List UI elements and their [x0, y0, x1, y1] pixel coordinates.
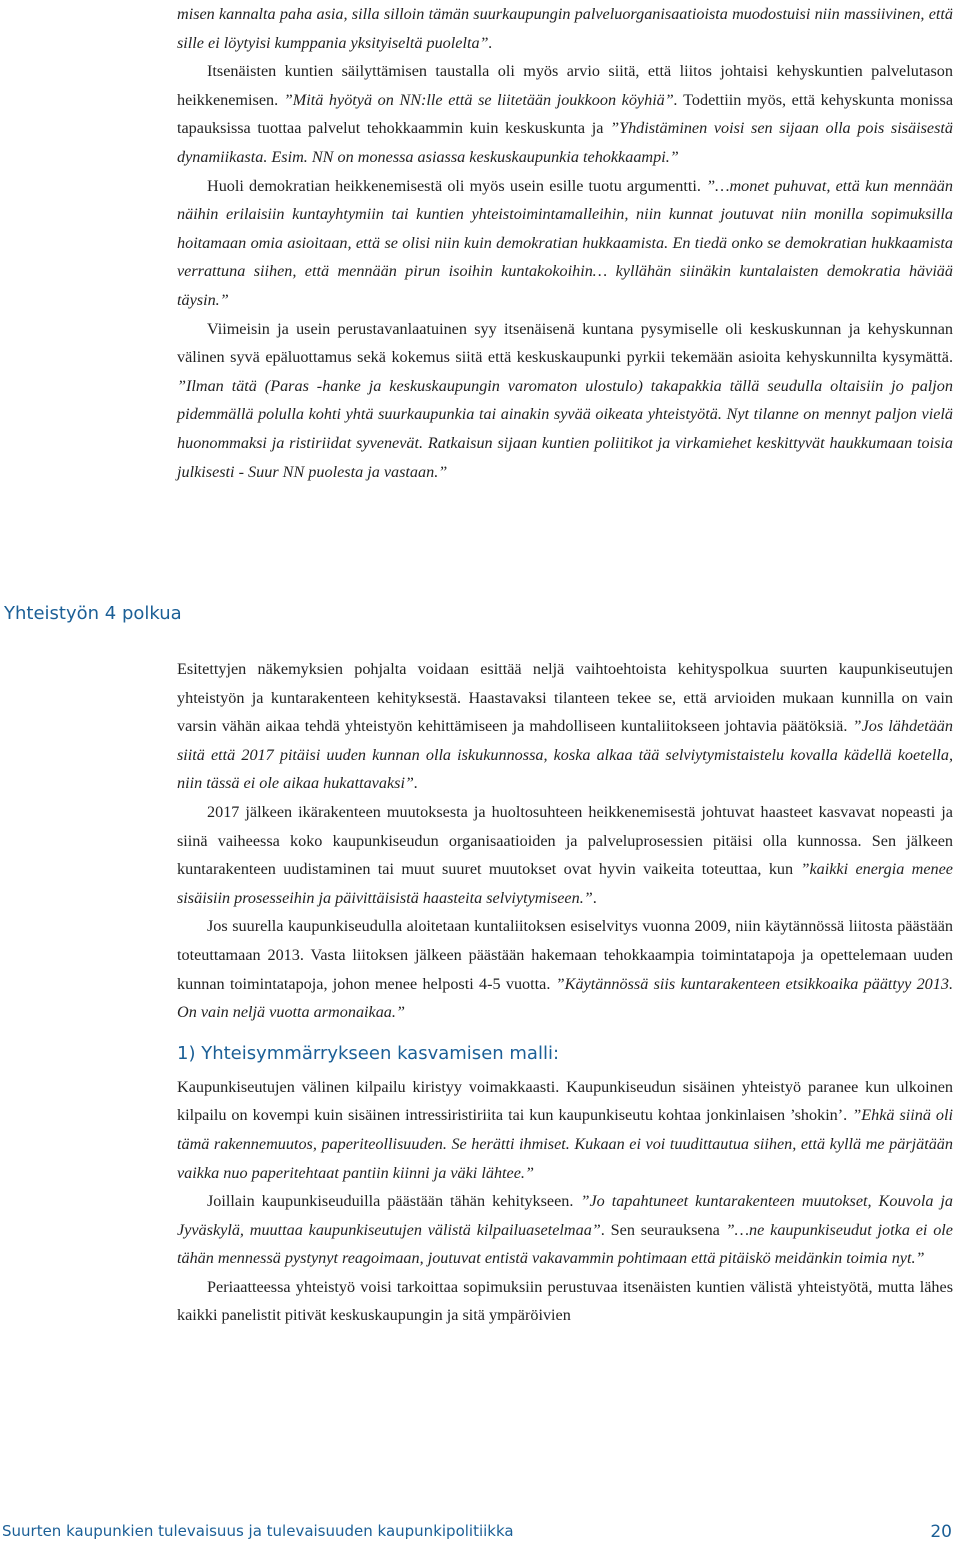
paragraph — [177, 655, 953, 798]
quote-text: ”Käytännössä siis kuntarakenteen etsikkoaika päättyy 2013. On vain neljä vuotta armonaikaa.” — [177, 974, 953, 1022]
paragraph — [177, 1273, 953, 1330]
quote-text: ”…ne kaupunkiseudut jotka ei ole tähän mennessä pystynyt reagoimaan, joutuvat entistä vakavammin pohtimaan että pitäiskö meidänkin toimia nyt.” — [177, 1220, 953, 1268]
subheading: 1) Yhteisymmärrykseen kasvamisen malli: — [177, 1042, 560, 1064]
quote-text: ”Ehkä siinä oli tämä rakennemuutos, paperiteollisuuden. Se herätti ihmiset. Kukaan ei voi tuudittautua siihen, että kyllä me pärjätään vaikka nuo paperitehtaat pantiin kiinni ja väki lähtee.” — [177, 1106, 953, 1182]
body-text: Jos suurella kaupunkiseudulla aloitetaan kuntaliitoksen esiselvitys vuonna 2009, niin käytännössä liitosta päästään toteuttamaan 2013. Vasta liitoksen jälkeen päästään hakemaan tehokkaampia toimintatapoja ja opettelemaan uuden kunnan toimintatapoja, johon menee helposti 4-5 vuotta. — [177, 917, 953, 993]
quote-text: ”…monet puhuvat, että kun mennään näihin erilaisiin kuntayhtymiin tai kuntien yhteistoimintamalleihin, niin kunnat joutuvat niin monilla sopimuksilla hoitamaan omia asioitaan, että se olisi niin kuin demokratian hukkaamista. En tiedä onko se demokratian hukkaamista verrattuna siihen, että mennään pirun isoihin kuntakokoihin… kyllähän siinäkin kuntalaisten demokratia häviää täysin.” — [177, 176, 953, 309]
paragraph — [177, 1187, 953, 1273]
body-text: . Sen seurauksena — [600, 1220, 726, 1239]
section-heading: Yhteistyön 4 polkua — [4, 603, 182, 624]
paragraph — [177, 172, 953, 315]
paragraph — [177, 315, 953, 487]
paragraph — [177, 57, 953, 171]
section-paragraphs — [177, 655, 953, 1027]
body-text: 2017 jälkeen ikärakenteen muutoksesta ja huoltosuhteen heikkenemisestä johtuvat haasteet kasvavat nopeasti ja siinä vaiheessa koko kaupunkiseudun organisaatioiden ja palveluprosessien pitäisi olla kunnossa. Sen jälkeen kuntarakenteen uudistaminen tai muut suuret muutokset ovat hyvin vaikeita toteuttaa, kun — [177, 802, 953, 879]
body-text-top — [177, 0, 953, 486]
quote-text: ”kaikki energia menee sisäisiin prosesseihin ja päivittäisistä haasteita selviytymiseen.” — [177, 860, 953, 907]
quote-text: ”Jo tapahtuneet kuntarakenteen muutokset, Kouvola ja Jyväskylä, muuttaa kaupunkiseutujen välistä kilpailuasetelmaa” — [177, 1192, 953, 1239]
body-text: Itsenäisten kuntien säilyttämisen taustalla oli myös arvio siitä, että liitos johtaisi kehyskuntien palvelutason heikkenemisen. — [177, 62, 953, 109]
subsection-paragraphs — [177, 1073, 953, 1330]
page-number: 20 — [930, 1522, 952, 1542]
body-text: Joillain kaupunkiseuduilla päästään tähän kehitykseen. — [207, 1192, 581, 1211]
paragraph — [177, 1073, 953, 1187]
quote-text: ”Mitä hyötyä on NN:lle että se liitetään joukkoon köyhiä”. — [283, 90, 678, 109]
quote-text: ”Yhdistäminen voisi sen sijaan olla pois sisäisestä dynamiikasta. Esim. NN on monessa asiassa keskuskaupunkia tehokkaampi.” — [177, 119, 953, 166]
body-text: Todettiin myös, että kehyskunta monissa tapauksissa tuottaa palvelut tehokkaammin kuin keskuskunta ja — [177, 90, 954, 138]
paragraph — [177, 0, 953, 57]
footer-title: Suurten kaupunkien tulevaisuus ja tulevaisuuden kaupunkipolitiikka — [2, 1522, 514, 1540]
body-text: . — [592, 888, 597, 907]
body-text: Periaatteessa yhteistyö voisi tarkoittaa sopimuksiin perustuvaa itsenäisten kuntien välistä yhteistyötä, mutta lähes kaikki panelistit pitivät keskuskaupungin ja sitä ympäröivien — [177, 1277, 953, 1325]
paragraph — [177, 798, 953, 912]
body-text: Huoli demokratian heikkenemisestä oli myös usein esille tuotu argumentti. — [207, 176, 707, 195]
quote-text: ”Jos lähdetään siitä että 2017 pitäisi uuden kunnan olla iskukunnossa, koska alkaa tää selviytymistaistelu kovalla kädellä koetella, niin tässä ei ole aikaa hukattavaksi”. — [177, 717, 953, 793]
paragraph — [177, 912, 953, 1026]
body-text: Viimeisin ja usein perustavanlaatuinen syy itsenäisenä kuntana pysymiselle oli keskuskunnan ja kehyskunnan välinen syvä epäluottamus sekä kokemus siitä että keskuskaupunki pyrkii tekemään asioita kehyskunnilta kysymättä. — [177, 319, 953, 367]
quote-text: misen kannalta paha asia, silla silloin tämän suurkaupungin palveluorganisaatioista muodostuisi niin massiivinen, että sille ei löytyisi kumppania yksityiseltä puolelta”. — [177, 5, 953, 52]
body-text: Esitettyjen näkemyksien pohjalta voidaan esittää neljä vaihtoehtoista kehityspolkua suurten kaupunkiseutujen yhteistyön ja kuntarakenteen kehityksestä. Haastavaksi tilanteen tekee se, että arvioiden mukaan kunnilla on vain varsin vähän aikaa tehdä yhteistyön kehittämiseen ja mahdolliseen kuntaliitokseen johtavia päätöksiä. — [177, 660, 953, 736]
body-text: Kaupunkiseutujen välinen kilpailu kiristyy voimakkaasti. Kaupunkiseudun sisäinen yhteistyö paranee kun ulkoinen kilpailu on kovempi kuin sisäinen intressiristiriita tai kun kaupunkiseutu kohtaa jonkinlaisen ’shokin’. — [177, 1077, 953, 1125]
body-text-main — [177, 655, 953, 1330]
quote-text: ”Ilman tätä (Paras -hanke ja keskuskaupungin varomaton ulostulo) takapakkia tällä seudulla oltaisiin jo paljon pidemmällä polulla kohti yhtä suurkaupunkia tai ainakin syvää oikeata yhteistyötä. Nyt tilanne on mennyt paljon vielä huonommaksi ja ristiriidat syvenevät. Ratkaisun sijaan kuntien poliitikot ja virkamiehet keskittyvät haukkumaan toisia julkisesti - Suur NN puolesta ja vastaan.” — [177, 376, 953, 481]
